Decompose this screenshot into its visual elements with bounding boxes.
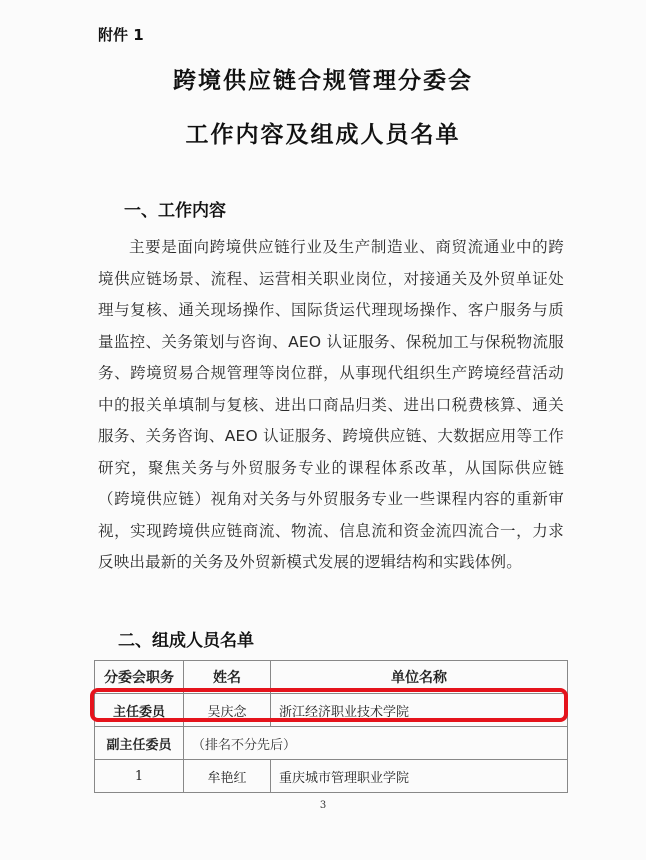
document-title-line2: 工作内容及组成人员名单 <box>185 121 461 148</box>
chair-unit: 浙江经济职业技术学院 <box>271 694 568 727</box>
vice-chair-role: 副主任委员 <box>95 727 184 760</box>
document-title-line1: 跨境供应链合规管理分委会 <box>173 67 473 94</box>
row-index: 1 <box>95 760 184 793</box>
header-unit: 单位名称 <box>271 661 568 694</box>
section2-heading: 二、组成人员名单 <box>118 631 254 651</box>
header-name: 姓名 <box>184 661 271 694</box>
page-number: 3 <box>319 800 327 811</box>
chair-name: 吴庆念 <box>184 694 271 727</box>
section1-heading: 一、工作内容 <box>124 201 226 221</box>
row-name: 牟艳红 <box>184 760 271 793</box>
row-unit: 重庆城市管理职业学院 <box>271 760 568 793</box>
section1-body: 主要是面向跨境供应链行业及生产制造业、商贸流通业中的跨境供应链场景、流程、运营相关职业岗位，对接通关及外贸单证处理与复核、通关现场操作、国际货运代理现场操作、客户服务与质量监控、关务策划与咨询、AEO 认证服务、保税加工与保税物流服务、跨境贸易合规管理等岗位群，从事现代组织生产跨境经营活动中的报关单填制与复核、进出口商品归类、进出口税费核算、通关服务、关务咨询、AEO 认证服务、跨境供应链、大数据应用等工作研究，聚焦关务与外贸服务专业的课程体系改革，从国际供应链（跨境供应链）视角对关务与外贸服务专业一些课程内容的重新审视，实现跨境供应链商流、物流、信息流和资金流四流合一，力求反映出最新的关务及外贸新模式发展的逻辑结构和实践体例。 <box>98 238 564 571</box>
chair-role: 主任委员 <box>95 694 184 727</box>
header-role: 分委会职务 <box>95 661 184 694</box>
chair-highlight-box <box>90 688 568 722</box>
table-row <box>95 760 568 793</box>
attachment-label: 附件 1 <box>98 26 144 44</box>
vice-chair-note: （排名不分先后） <box>184 727 568 760</box>
table-row-vice-chair <box>95 727 568 760</box>
members-table <box>94 660 568 793</box>
